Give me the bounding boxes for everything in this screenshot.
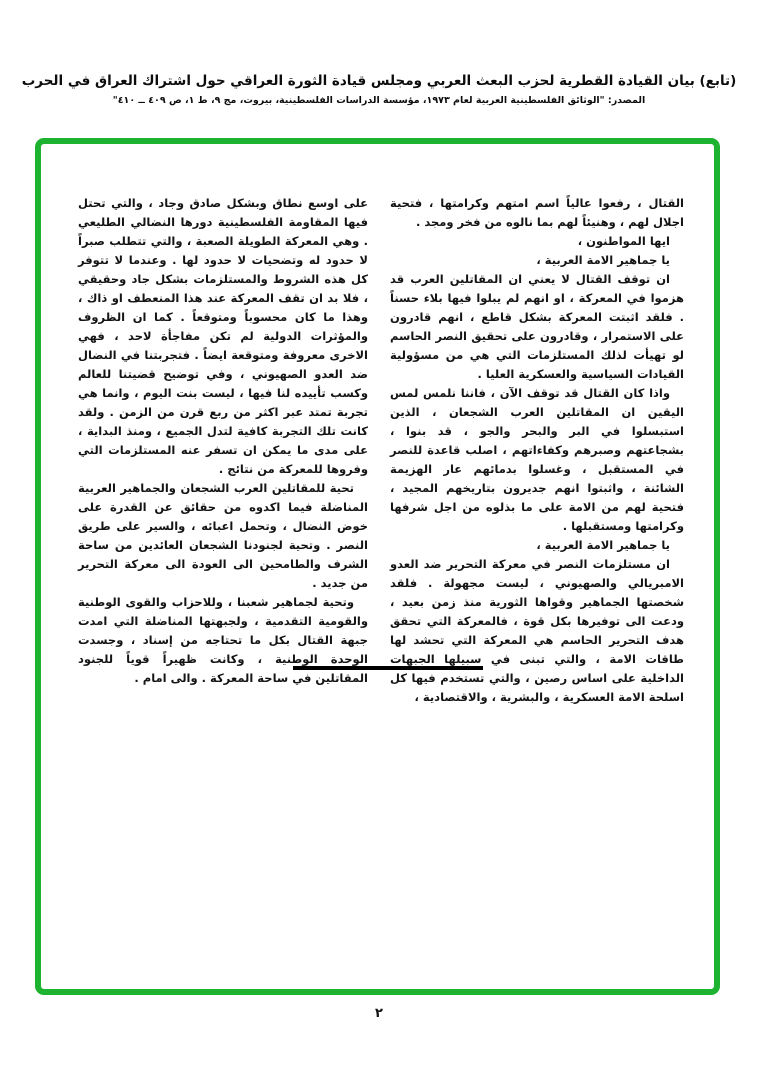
page-number: ٢ xyxy=(375,1006,383,1021)
paragraph: على اوسع نطاق وبشكل صادق وجاد ، والتي تحتل فيها المقاومة الفلسطينية دورها النضالي الطليعي . وهي المعركة الطويلة الصعبة ، والتي تتطلب صبراً لا حدود له وتضحيات لا حدود لها . وعندما لا تتوفر كل هذه الشروط والمستلزمات بشكل جاد وحقيقي ، فلا بد ان تقف المعركة عند هذا المنعطف او ذاك ، وهذا ما كان محسوباً ومتوقعاً . كما ان الظروف والمؤثرات الدولية لم تكن مفاجأة لاحد ، فهي الاخرى معروفة ومتوقعة ايضاً . فتجربتنا في النضال ضد العدو الصهيوني ، وفي توضيح قضيتنا للعالم وكسب تأييده لنا فيها ، ليست بنت اليوم ، وانما هي تجربة تمتد عبر اكثر من ربع قرن من الزمن . ولقد كانت تلك التجربة كافية لتدل الجميع ، ومنذ البداية ، على مدى ما يمكن ان تسفر عنه المستلزمات التي وفروها للمعركة من نتائج . xyxy=(78,196,368,476)
page-title: (تابع) بيان القيادة القطرية لحزب البعث العربي ومجلس قيادة الثورة العراقي حول اشتراك العراق في الحرب xyxy=(21,73,737,89)
source-line: المصدر: "الوثائق الفلسطينية العربية لعام ١٩٧٣، مؤسسة الدراسات الفلسطينية، بيروت، مج ٩، ط ١، ص ٤٠٩ ــ ٤١٠" xyxy=(112,95,646,106)
paragraph: ان توقف القتال لا يعني ان المقاتلين العرب قد هزموا في المعركة ، او انهم لم يبلوا فيها بلاء حسناً . فلقد اثبتت المعركة بشكل قاطع ، انهم قادرون على الاستمرار ، وقادرون على تحقيق النصر الحاسم لو تهيأت لذلك المستلزمات التي هي من مسؤولية القيادات السياسية والعسكرية العليا . xyxy=(390,272,684,381)
page-header xyxy=(0,72,758,106)
paragraph: ايها المواطنون ، xyxy=(577,234,670,248)
paragraph: واذا كان القتال قد توقف الآن ، فاننا نلمس لمس اليقين ان المقاتلين العرب الشجعان ، الذين استبسلوا في البر والبحر والجو ، قد بنوا ، بشجاعتهم وصبرهم وكفاءاتهم ، اصلب قاعدة للنصر في المستقبل ، وغسلوا بدمائهم عار الهزيمة الشائنة ، واثبتوا انهم جديرون بتاريخهم المجيد ، فتحية لهم من الامة على ما بذلوه من اجل شرفها وكرامتها ومستقبلها . xyxy=(390,386,684,533)
text-column-right xyxy=(390,194,684,707)
paragraph: يا جماهير الامة العربية ، xyxy=(536,538,670,552)
text-column-left xyxy=(78,194,368,688)
paragraph: ان مستلزمات النصر في معركة التحرير ضد العدو الامبريالي والصهيوني ، ليست مجهولة . فلقد شخصتها الجماهير وقواها الثورية منذ زمن بعيد ، ودعت الى توفيرها بكل قوة ، فالمعركة التي تحقق هدف التحرير الحاسم هي المعركة التي تحشد لها طاقات الامة ، والتي تبنى في سبيلها الجبهات الداخلية على اساس رصين ، والتي تستخدم فيها كل اسلحة الامة العسكرية ، والبشرية ، والاقتصادية ، xyxy=(390,557,684,704)
end-of-text-divider xyxy=(293,666,483,670)
paragraph: تحية للمقاتلين العرب الشجعان والجماهير العربية المناضلة فيما اكدوه من حقائق عن القدرة على خوض النضال ، وتحمل اعبائه ، والسير على طريق النصر . وتحية لجنودنا الشجعان العائدين من ساحة الشرف والطامحين الى العودة الى معركة التحرير من جديد . xyxy=(78,481,368,590)
paragraph: القتال ، رفعوا عالياً اسم امتهم وكرامتها ، فتحية اجلال لهم ، وهنيئاً لهم بما نالوه من فخر ومجد . xyxy=(390,196,684,229)
document-border-box xyxy=(35,138,720,995)
paragraph: وتحية لجماهير شعبنا ، وللاحزاب والقوى الوطنية والقومية التقدمية ، ولجبهتها المناضلة التي امدت جبهة القتال بكل ما تحتاجه من إسناد ، وجسدت الوحدة الوطنية ، وكانت ظهيراً قوياً للجنود المقاتلين في ساحة المعركة . والى امام . xyxy=(78,595,368,685)
paragraph: يا جماهير الامة العربية ، xyxy=(536,253,670,267)
